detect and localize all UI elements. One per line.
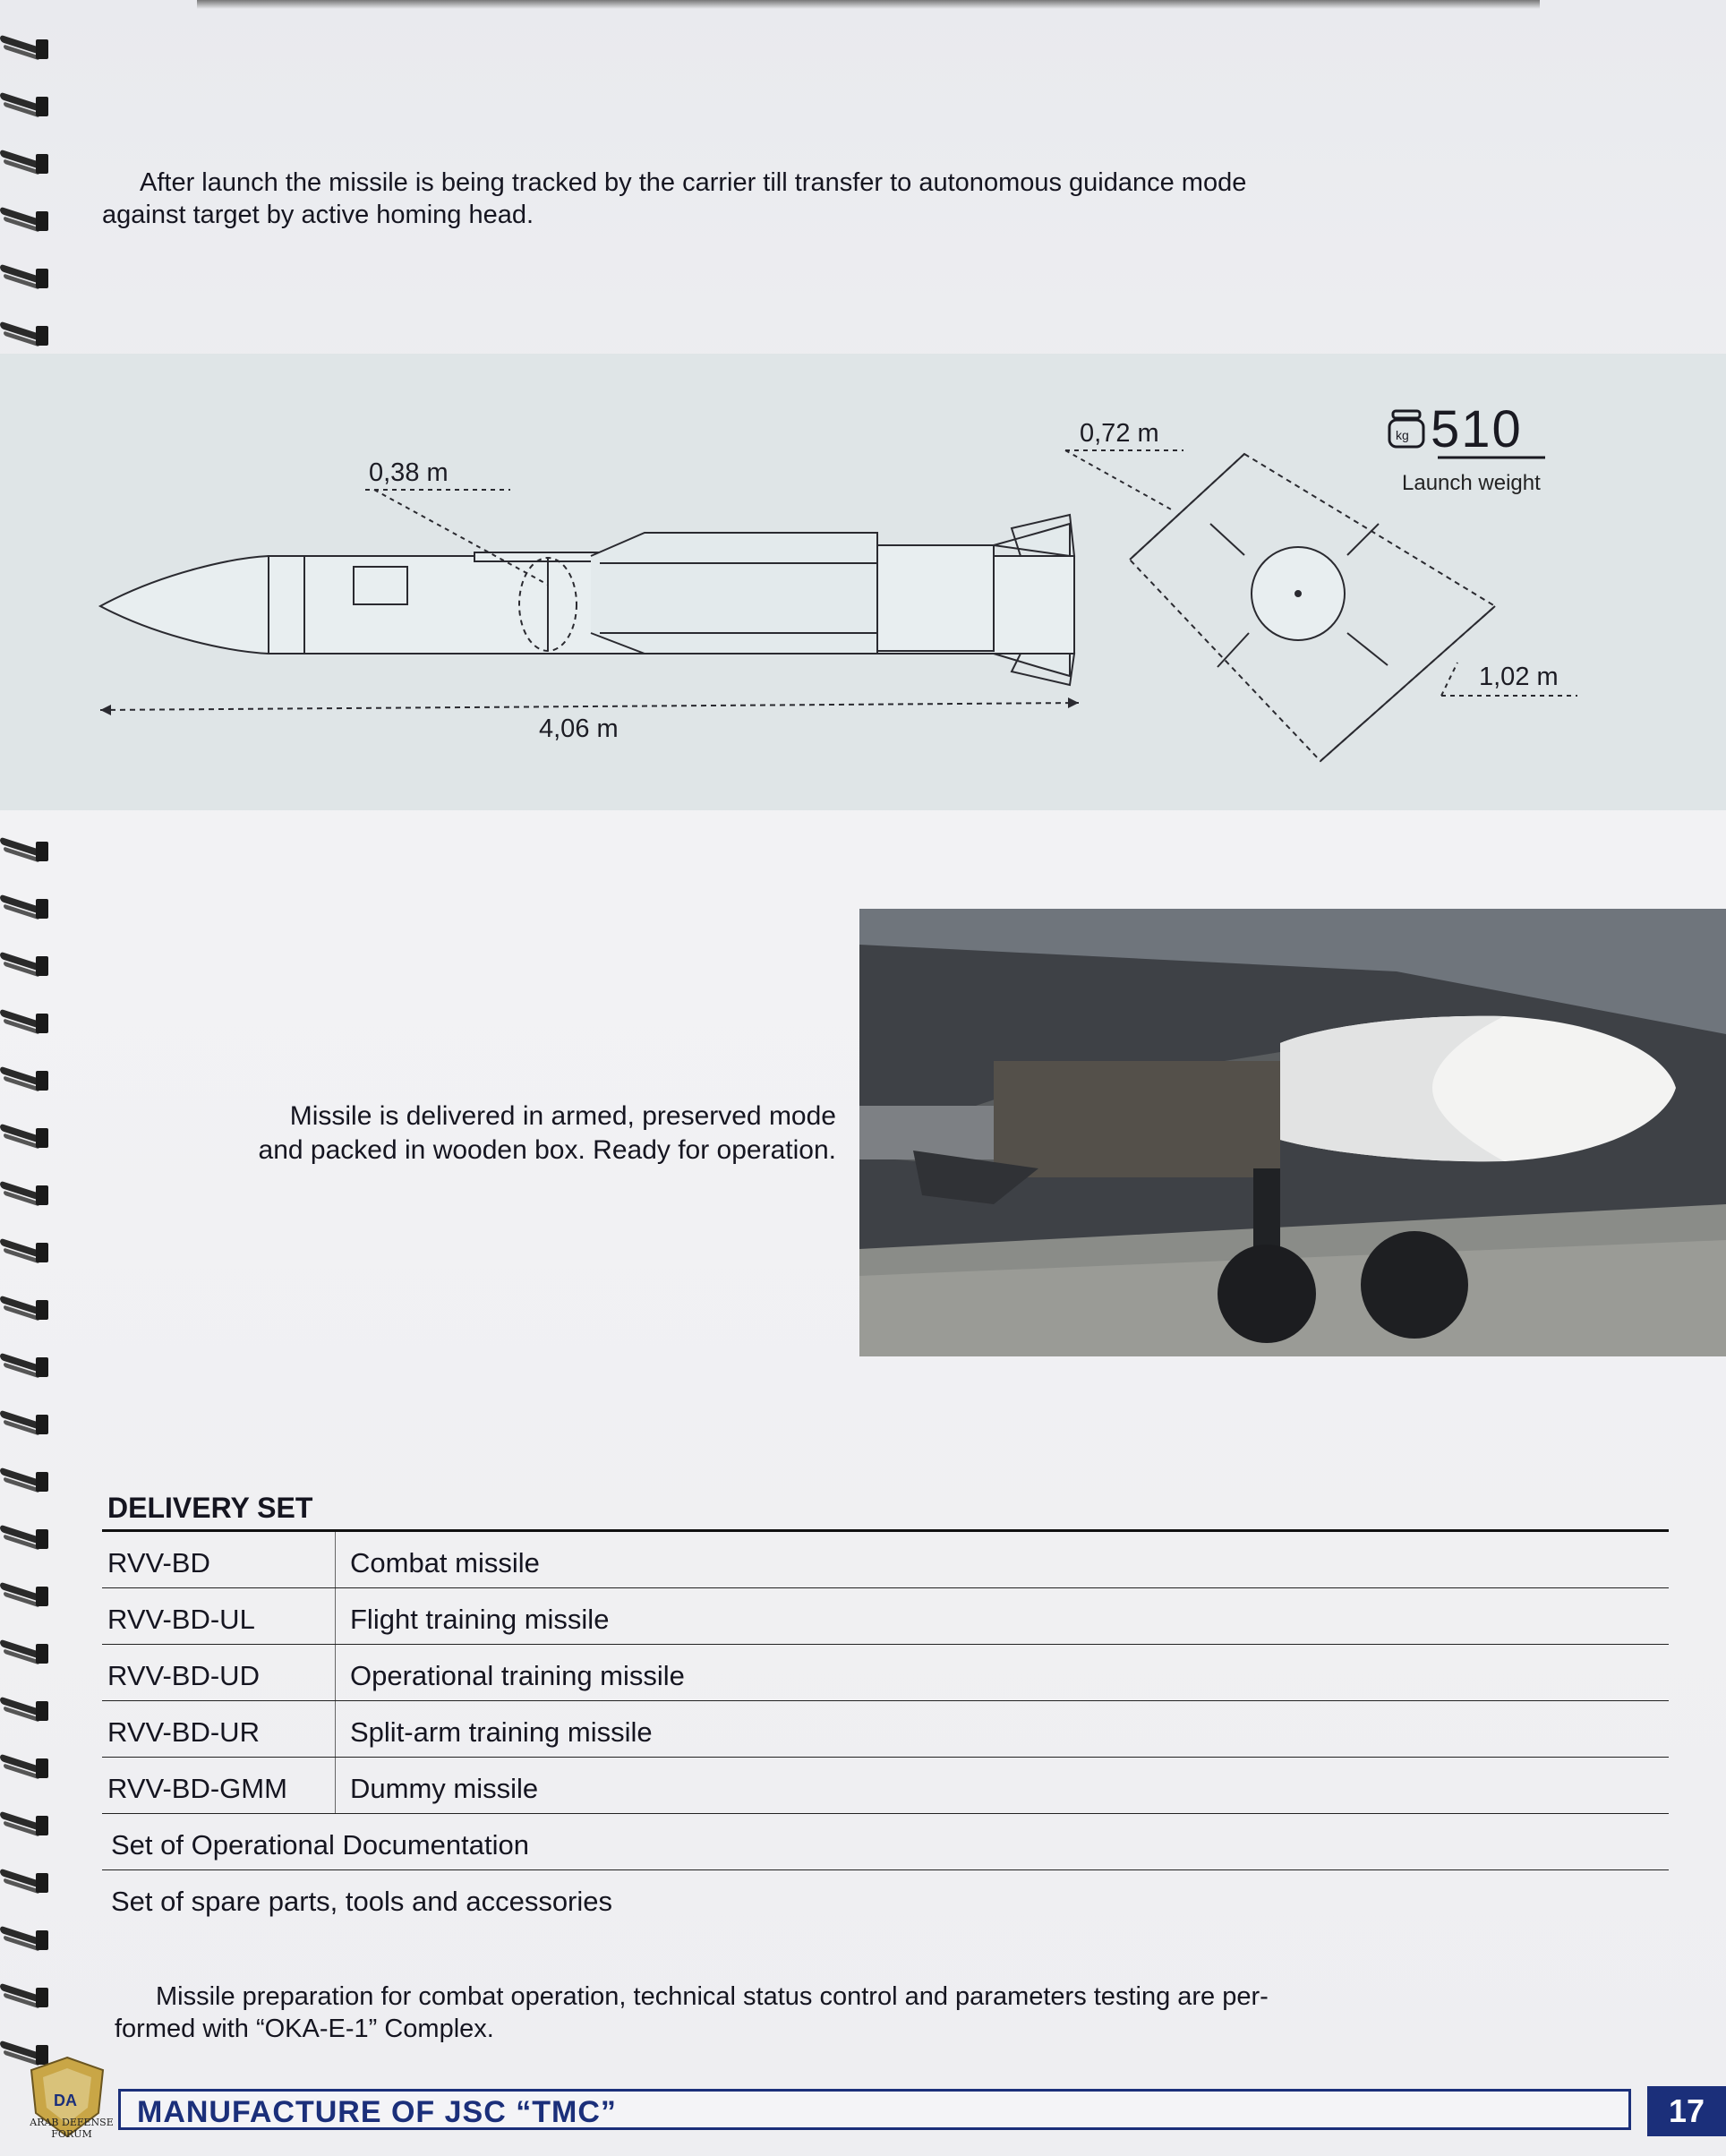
row-description: Set of spare parts, tools and accessories <box>111 1886 613 1917</box>
spiral-ring <box>0 1125 50 1151</box>
intro-line-1: After launch the missile is being tracked by the carrier till transfer to autonomous guidance mode <box>140 168 1247 197</box>
length-label: 4,06 m <box>539 714 619 743</box>
delivery-line-2: and packed in wooden box. Ready for operation. <box>258 1135 836 1165</box>
outro-paragraph <box>115 1981 1672 2045</box>
spiral-ring <box>0 1869 50 1896</box>
row-description: Combat missile <box>350 1547 540 1578</box>
table-row <box>102 1532 1669 1588</box>
span-side-label: 1,02 m <box>1479 663 1559 691</box>
forum-watermark-text: ARAB DEFENSE FORUM <box>30 2117 114 2140</box>
row-description: Set of Operational Documentation <box>111 1829 529 1861</box>
table-row <box>102 1701 1669 1758</box>
span-top-label: 0,72 m <box>1080 419 1159 448</box>
table-row <box>102 1814 1669 1870</box>
spiral-ring <box>0 150 50 177</box>
delivery-line-1: Missile is delivered in armed, preserved mode <box>289 1101 836 1131</box>
outro-line-2: formed with “OKA-E-1” Complex. <box>115 2015 494 2043</box>
spiral-ring <box>0 895 50 922</box>
spiral-ring <box>0 93 50 120</box>
launch-weight-label: Launch weight <box>1402 471 1541 495</box>
delivery-set-title: DELIVERY SET <box>102 1486 1669 1532</box>
diameter-label: 0,38 m <box>369 458 449 487</box>
spiral-ring <box>0 1354 50 1381</box>
row-code: RVV-BD-UR <box>102 1701 336 1757</box>
row-description: Operational training missile <box>350 1660 685 1691</box>
spiral-ring <box>0 1812 50 1839</box>
page-number: 17 <box>1647 2086 1726 2136</box>
footer-banner <box>118 2089 1631 2130</box>
spiral-ring <box>0 1927 50 1954</box>
spiral-ring <box>0 1583 50 1610</box>
spiral-ring <box>0 208 50 235</box>
missile-front-view <box>1130 454 1495 761</box>
spiral-ring <box>0 1755 50 1782</box>
delivery-paragraph <box>102 1099 836 1168</box>
spiral-ring <box>0 1640 50 1667</box>
table-row <box>102 1758 1669 1814</box>
spiral-ring <box>0 953 50 980</box>
row-description: Split-arm training missile <box>350 1716 653 1748</box>
spiral-ring <box>0 265 50 292</box>
row-description: Dummy missile <box>350 1773 539 1804</box>
spiral-ring <box>0 1698 50 1724</box>
table-row <box>102 1588 1669 1645</box>
row-code: RVV-BD-UD <box>102 1645 336 1700</box>
svg-text:kg: kg <box>1396 428 1409 442</box>
spiral-ring <box>0 1296 50 1323</box>
missile-photo <box>859 909 1726 1356</box>
spiral-ring <box>0 1984 50 2011</box>
spiral-ring <box>0 1468 50 1495</box>
missile-dimensions-diagram <box>0 354 1726 810</box>
spiral-ring <box>0 1067 50 1094</box>
row-code: RVV-BD-UL <box>102 1588 336 1644</box>
spiral-ring <box>0 36 50 63</box>
table-row <box>102 1645 1669 1701</box>
row-code: RVV-BD-GMM <box>102 1758 336 1813</box>
spiral-ring <box>0 1411 50 1438</box>
spiral-ring <box>0 1239 50 1266</box>
spiral-ring <box>0 1010 50 1037</box>
intro-line-2: against target by active homing head. <box>102 201 534 229</box>
row-code: RVV-BD <box>102 1532 336 1587</box>
page-edge-shadow <box>197 0 1540 9</box>
intro-paragraph <box>102 167 1579 231</box>
table-row <box>102 1870 1669 1926</box>
spiral-ring <box>0 1526 50 1553</box>
delivery-set-table <box>102 1486 1669 1926</box>
weight-icon <box>1389 411 1423 447</box>
outro-line-1: Missile preparation for combat operation, technical status control and parameters testing are per- <box>156 1982 1269 2011</box>
footer-title: MANUFACTURE OF JSC “TMC” <box>137 2095 617 2129</box>
launch-weight-value: 510 <box>1431 400 1523 458</box>
row-description: Flight training missile <box>350 1604 610 1635</box>
emblem-initials: DA <box>54 2092 77 2109</box>
spiral-ring <box>0 322 50 349</box>
spiral-ring <box>0 1182 50 1209</box>
missile-side-view <box>100 515 1074 685</box>
spiral-ring <box>0 838 50 865</box>
